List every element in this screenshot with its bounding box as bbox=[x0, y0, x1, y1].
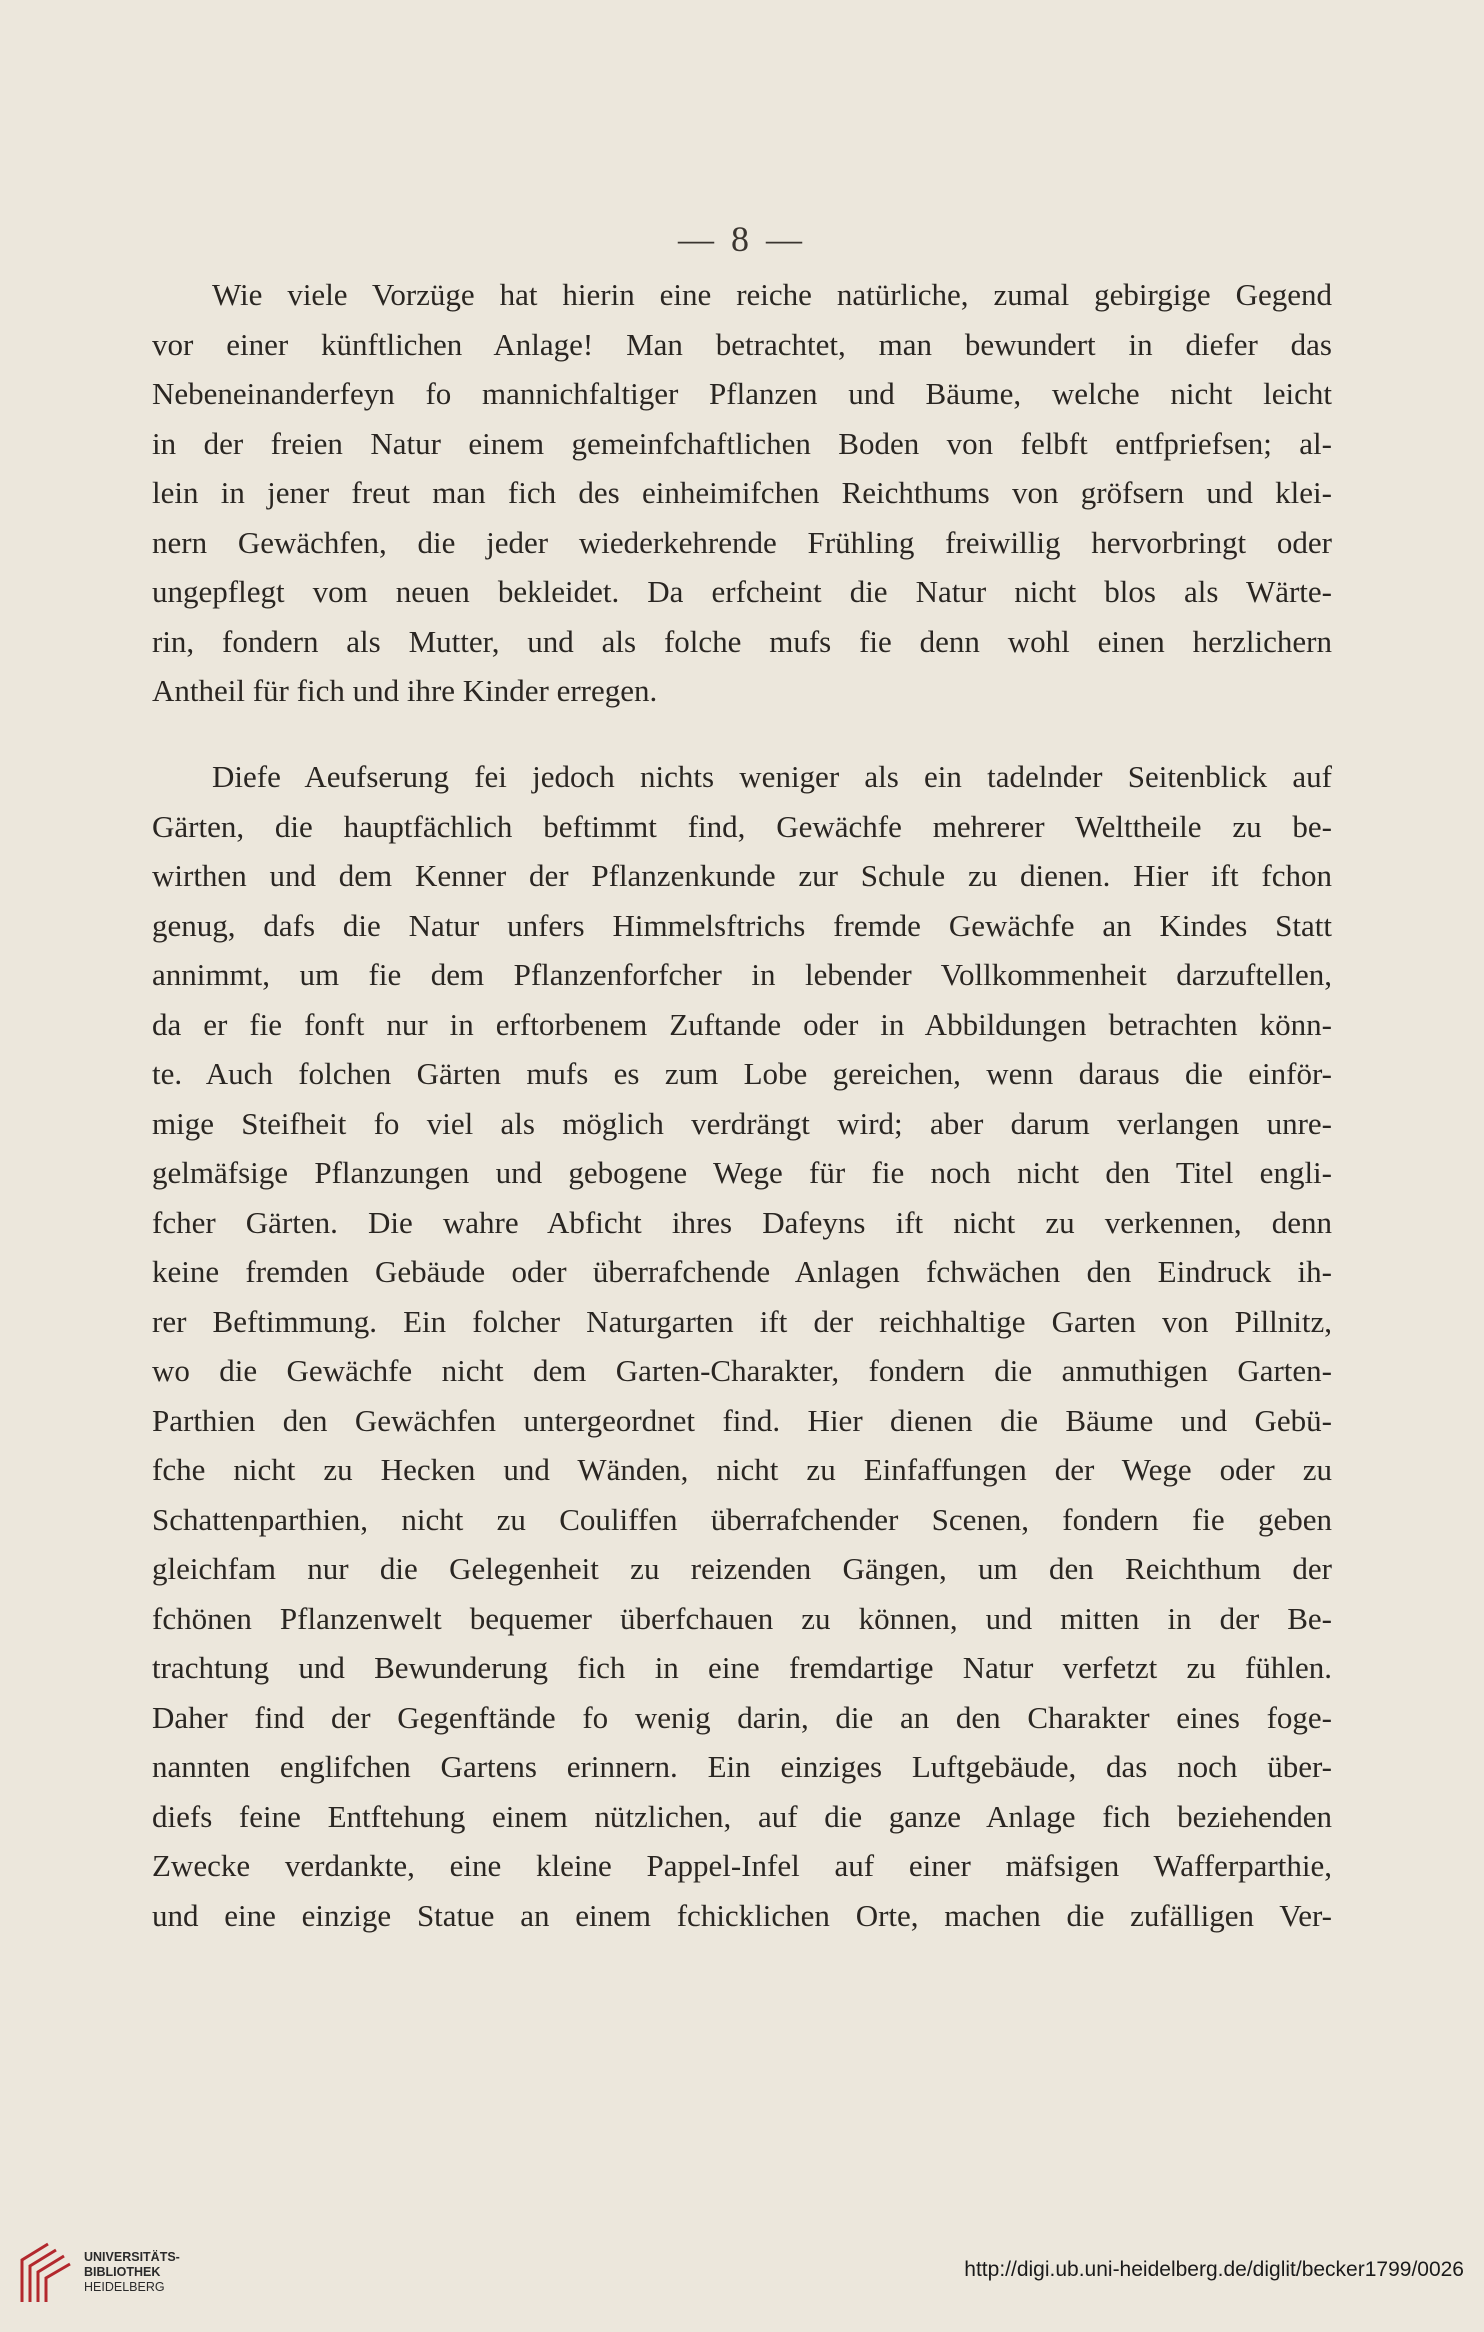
text-line: fche nicht zu Hecken und Wänden, nicht zu Einfaffungen der Wege oder zu bbox=[152, 1452, 1332, 1487]
text-line: ungepflegt vom neuen bekleidet. Da erfcheint die Natur nicht blos als Wärte- bbox=[152, 574, 1332, 609]
text-line: Schattenparthien, nicht zu Couliffen überrafchender Scenen, fondern fie geben bbox=[152, 1501, 1332, 1537]
text-line: Parthien den Gewächfen untergeordnet find. Hier dienen die Bäume und Gebü- bbox=[152, 1402, 1332, 1438]
source-url-link[interactable]: http://digi.ub.uni-heidelberg.de/diglit/becker1799/0026 bbox=[964, 2258, 1464, 2281]
text-line: Antheil für fich und ihre Kinder erregen. bbox=[152, 673, 658, 708]
text-line: Zwecke verdankte, eine kleine Pappel-Infel auf einer mäfsigen Wafferparthie, bbox=[152, 1848, 1332, 1883]
text-line: annimmt, um fie dem Pflanzenforfcher in lebender Vollkommenheit darzuftellen, bbox=[152, 957, 1332, 992]
text-line: rer Beftimmung. Ein folcher Naturgarten ift der reichhaltige Garten von Pillnitz, bbox=[152, 1303, 1332, 1339]
text-line: Nebeneinanderfeyn fo mannichfaltiger Pflanzen und Bäume, welche nicht leicht bbox=[152, 376, 1332, 411]
text-line: und eine einzige Statue an einem fchicklichen Orte, machen die zufälligen Ver- bbox=[152, 1897, 1332, 1933]
library-name-line-3: HEIDELBERG bbox=[84, 2280, 165, 2294]
text-line: te. Auch folchen Gärten mufs es zum Lobe gereichen, wenn daraus die einför- bbox=[152, 1056, 1332, 1091]
text-line: wirthen und dem Kenner der Pflanzenkunde zur Schule zu dienen. Hier ift fchon bbox=[152, 858, 1332, 893]
library-name-line-2: BIBLIOTHEK bbox=[84, 2265, 161, 2279]
text-line: gleichfam nur die Gelegenheit zu reizenden Gängen, um den Reichthum der bbox=[152, 1551, 1332, 1586]
text-line: Diefe Aeufserung fei jedoch nichts weniger als ein tadelnder Seitenblick auf bbox=[212, 759, 1332, 794]
text-line: fchönen Pflanzenwelt bequemer überfchauen zu können, und mitten in der Be- bbox=[152, 1600, 1332, 1636]
library-name-line-1: UNIVERSITÄTS- bbox=[84, 2250, 180, 2264]
text-line: gelmäfsige Pflanzungen und gebogene Wege für fie noch nicht den Titel engli- bbox=[152, 1155, 1332, 1190]
text-line: diefs feine Entftehung einem nützlichen, auf die ganze Anlage fich beziehenden bbox=[152, 1798, 1332, 1834]
text-line: Gärten, die hauptfächlich beftimmt find, Gewächfe mehrerer Welttheile zu be- bbox=[152, 808, 1332, 844]
footer bbox=[0, 2240, 1484, 2310]
text-line: trachtung und Bewunderung fich in eine fremdartige Natur verfetzt zu fühlen. bbox=[152, 1650, 1332, 1685]
text-line: lein in jener freut man fich des einheimifchen Reichthums von gröfsern und klei- bbox=[152, 475, 1332, 510]
library-name bbox=[84, 2250, 180, 2295]
text-line: fcher Gärten. Die wahre Abficht ihres Dafeyns ift nicht zu verkennen, denn bbox=[152, 1204, 1332, 1240]
text-line: in der freien Natur einem gemeinfchaftlichen Boden von felbft entfpriefsen; al- bbox=[152, 425, 1332, 461]
text-line: genug, dafs die Natur unfers Himmelsftrichs fremde Gewächfe an Kindes Statt bbox=[152, 907, 1332, 943]
text-line: vor einer künftlichen Anlage! Man betrachtet, man bewundert in diefer das bbox=[152, 326, 1332, 362]
text-line: nern Gewächfen, die jeder wiederkehrende Frühling freiwillig hervorbringt oder bbox=[152, 524, 1332, 560]
paragraph-2 bbox=[152, 752, 1332, 1940]
page-number: — 8 — bbox=[678, 219, 806, 259]
paragraph-1 bbox=[152, 270, 1332, 716]
text-line: da er fie fonft nur in erftorbenem Zuftande oder in Abbildungen betrachten könn- bbox=[152, 1006, 1332, 1042]
text-line: keine fremden Gebäude oder überrafchende Anlagen fchwächen den Eindruck ih- bbox=[152, 1254, 1332, 1289]
text-line: Daher find der Gegenftände fo wenig darin, die an den Charakter eines foge- bbox=[152, 1699, 1332, 1735]
text-line: mige Steifheit fo viel als möglich verdrängt wird; aber darum verlangen unre- bbox=[152, 1105, 1332, 1141]
text-line: Wie viele Vorzüge hat hierin eine reiche natürliche, zumal gebirgige Gegend bbox=[212, 277, 1332, 312]
text-line: wo die Gewächfe nicht dem Garten-Charakter, fondern die anmuthigen Garten- bbox=[152, 1353, 1332, 1388]
text-line: nannten englifchen Gartens erinnern. Ein einziges Luftgebäude, das noch über- bbox=[152, 1749, 1332, 1784]
library-logo-icon bbox=[18, 2240, 72, 2304]
text-line: rin, fondern als Mutter, und als folche mufs fie denn wohl einen herzlichern bbox=[152, 623, 1332, 659]
